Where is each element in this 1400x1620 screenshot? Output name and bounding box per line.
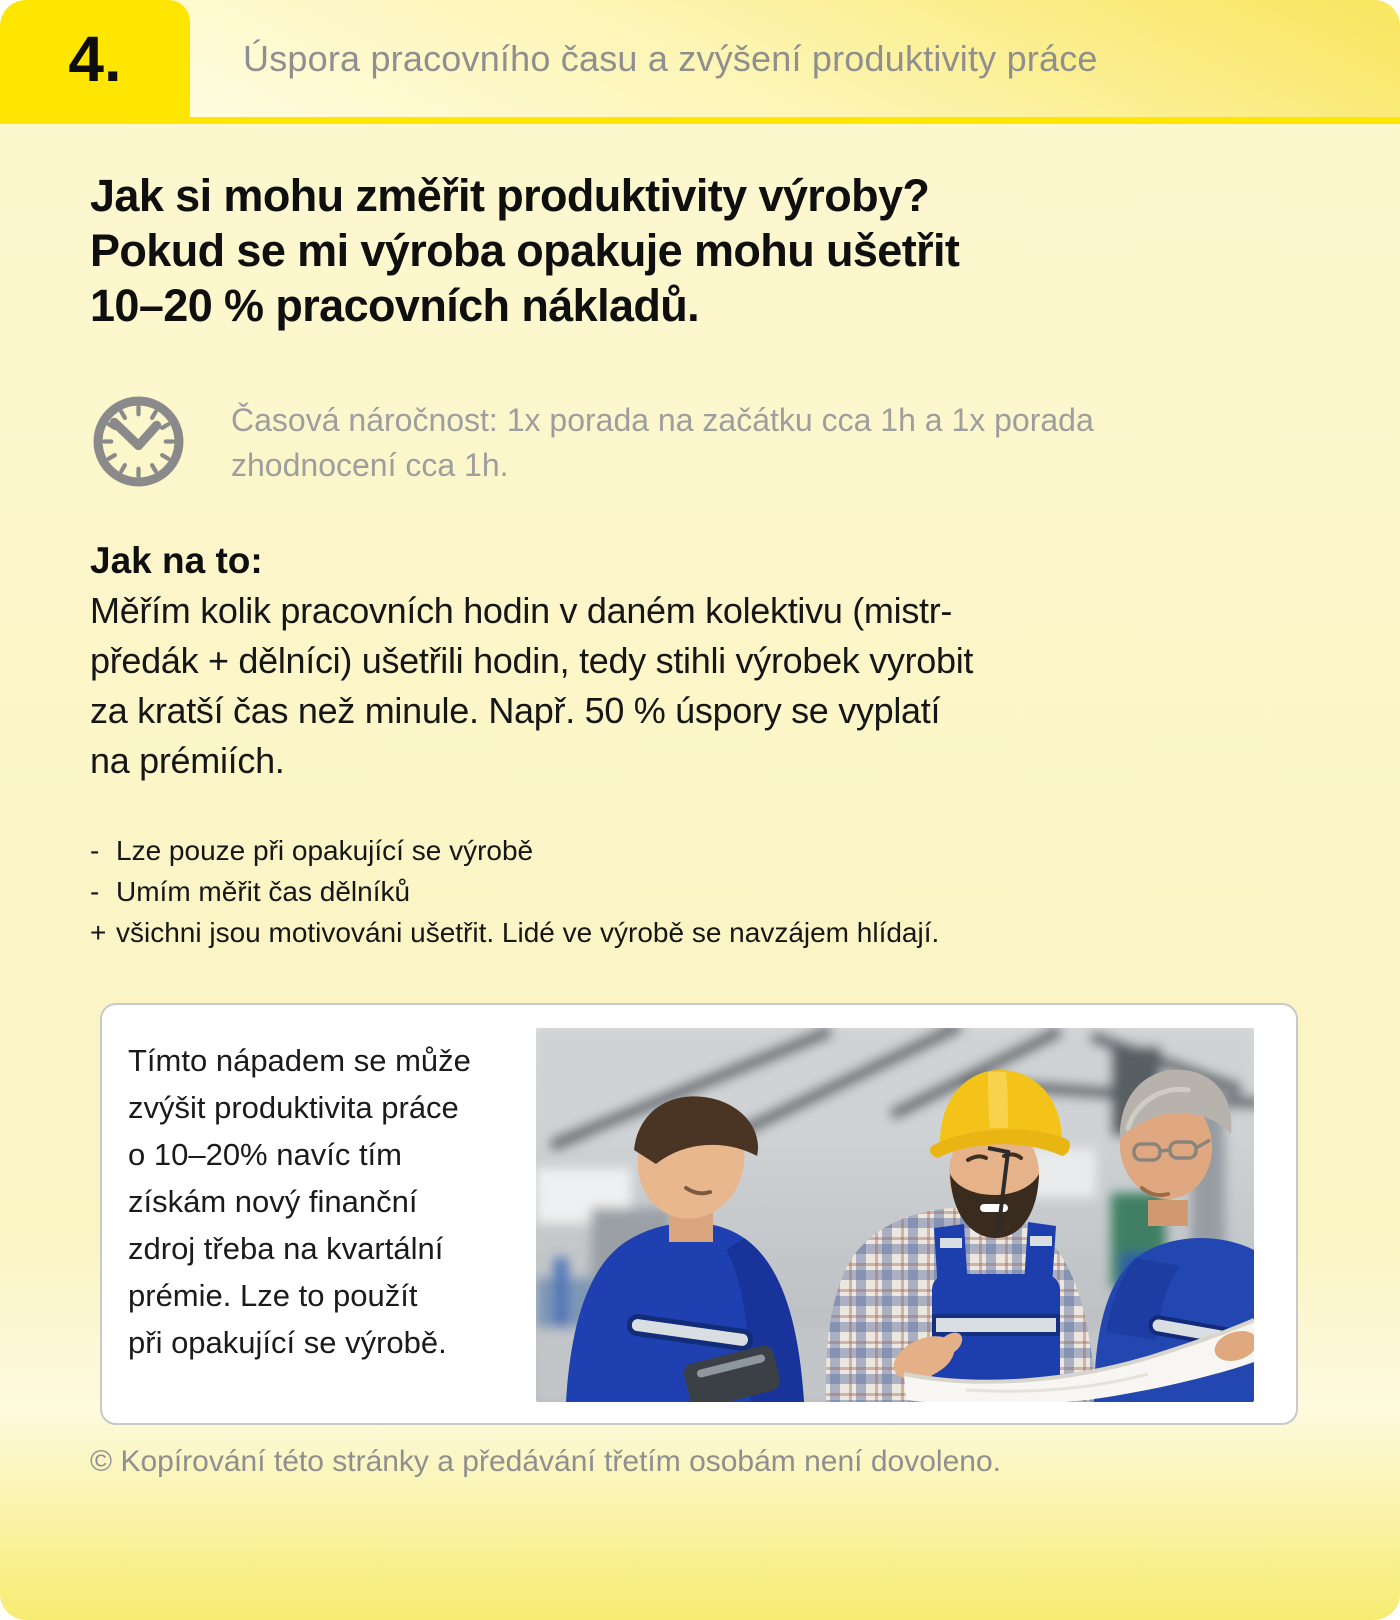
copyright-note: © Kopírování této stránky a předávání třetím osobám není dovoleno. — [90, 1445, 1001, 1478]
bullet-text: všichni jsou motivováni ušetřit. Lidé ve výrobě se navzájem hlídají. — [116, 917, 940, 948]
bullet-text: Umím měřit čas dělníků — [116, 876, 411, 907]
workers-photo — [536, 1028, 1254, 1402]
bullet-marker: - — [90, 876, 100, 907]
idea-card — [100, 1003, 1298, 1425]
time-note-text: Časová náročnost: 1x porada na začátku cca 1h a 1x porada zhodnocení cca 1h. — [231, 402, 1094, 483]
bullet-text: Lze pouze při opakující se výrobě — [116, 835, 534, 866]
header — [0, 0, 1400, 117]
bullet-marker: + — [90, 917, 107, 948]
chapter-number-badge: 4. — [0, 0, 190, 117]
content — [0, 168, 1400, 1479]
page-title: Úspora pracovního času a zvýšení produktivity práce — [243, 37, 1098, 79]
howto-label: Jak na to: — [90, 540, 263, 581]
main-heading: Jak si mohu změřit produktivity výroby? Pokud se mi výroba opakuje mohu ušetřit 10–20 % pracovních nákladů. — [90, 170, 960, 331]
idea-card-text: Tímto nápadem se může zvýšit produktivita práce o 10–20% navíc tím získám nový finanční zdroj třeba na kvartální prémie. Lze to použít při opakující se výrobě. — [128, 1043, 471, 1360]
header-band — [190, 0, 1400, 117]
time-note-row — [90, 393, 1312, 490]
notes-list — [90, 830, 1312, 953]
header-divider — [0, 117, 1400, 124]
list-item — [90, 912, 1312, 953]
list-item — [90, 830, 1312, 871]
list-item — [90, 871, 1312, 912]
bullet-marker: - — [90, 835, 100, 866]
howto-text: Měřím kolik pracovních hodin v daném kolektivu (mistr- předák + dělníci) ušetřili hodin, tedy stihli výrobek vyrobit za kratší čas než minule. Např. 50 % úspory se vyplatí na prémiích. — [90, 590, 974, 781]
clock-icon — [90, 393, 187, 490]
